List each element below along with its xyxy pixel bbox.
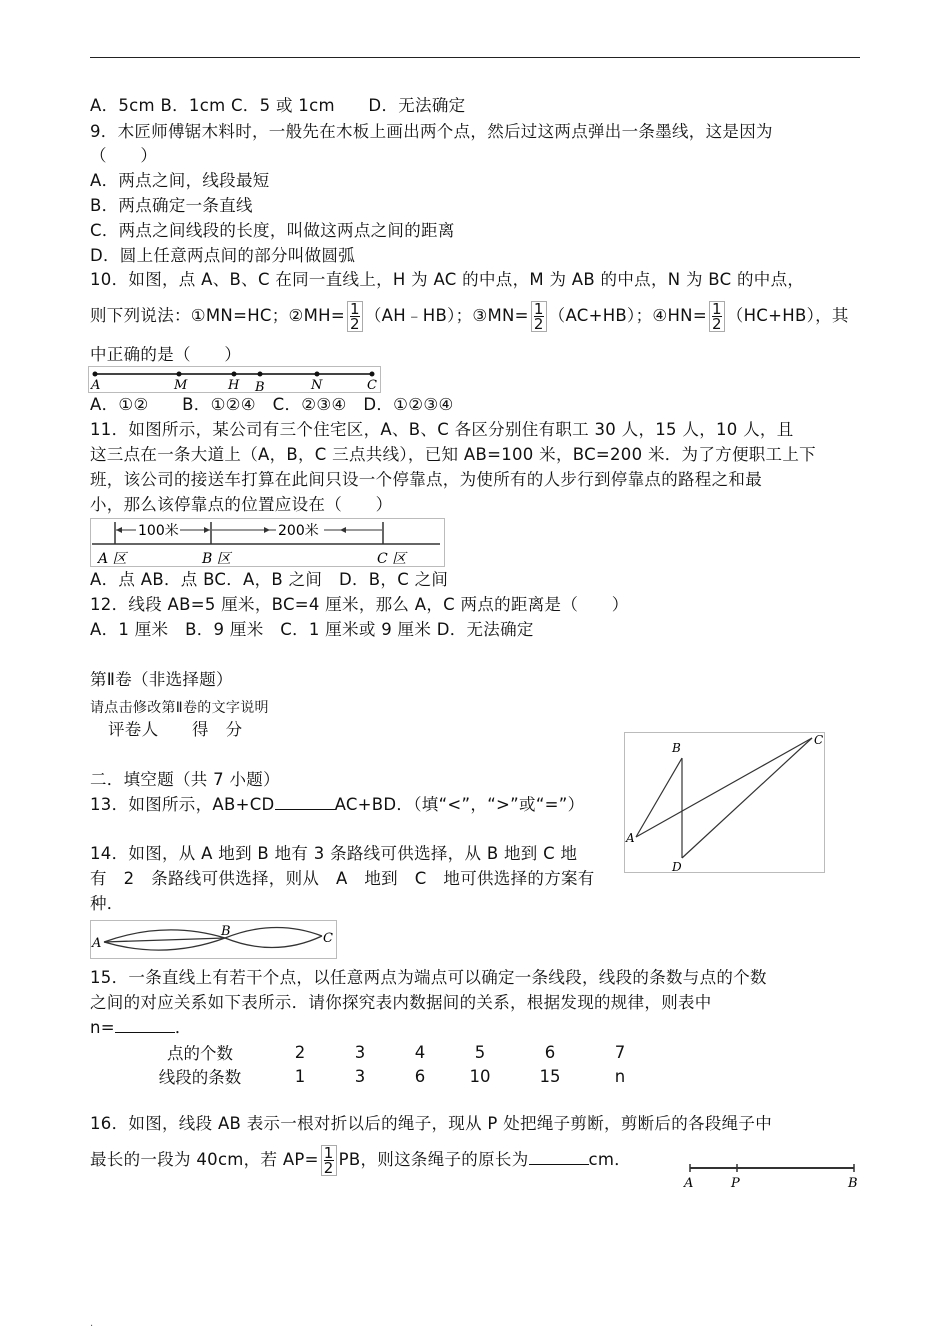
- q16-text-a: 最长的一段为 40cm，若 AP=: [90, 1150, 319, 1169]
- table-cell: 3: [354, 1042, 366, 1062]
- fraction: [531, 301, 547, 332]
- point-m: [177, 372, 182, 377]
- route-bc-2: [225, 936, 322, 948]
- q13-line: [90, 793, 584, 817]
- label-b-zone: B 区: [202, 551, 231, 567]
- label-a: A: [684, 1176, 694, 1191]
- arrow-bc-mid: [264, 527, 270, 533]
- q16-text-b: PB，则这条绳子的原长为: [338, 1150, 529, 1169]
- q13-text-a: 13．如图所示，AB+CD: [90, 795, 275, 814]
- q15-line1: 15．一条直线上有若干个点，以任意两点为端点可以确定一条线段，线段的条数与点的个数: [90, 968, 767, 987]
- label-d: D: [672, 860, 682, 874]
- q16-line2: [90, 1145, 631, 1176]
- table-cell: 5: [474, 1042, 486, 1062]
- label-200: 200米: [278, 523, 319, 539]
- table-cell: 10: [469, 1066, 491, 1086]
- table-cell: 6: [414, 1066, 426, 1086]
- scorer-row: 评卷人 得 分: [108, 720, 243, 739]
- table-cell: 2: [294, 1042, 306, 1062]
- q12-stem: 12．线段 AB=5 厘米，BC=4 厘米，那么 A，C 两点的距离是（ ）: [90, 595, 629, 614]
- table-cell: 15: [539, 1066, 561, 1086]
- frac-den: 2: [711, 315, 722, 333]
- q14-figure: [90, 920, 338, 960]
- label-c: C: [323, 931, 333, 946]
- label-c-zone: C 区: [377, 551, 407, 567]
- row-label: 线段的条数: [158, 1068, 242, 1087]
- label-b: B: [672, 741, 681, 755]
- table-row: [130, 1064, 650, 1088]
- table-row: [130, 1040, 650, 1064]
- q12-options: A．1 厘米 B．9 厘米 C．1 厘米或 9 厘米 D．无法确定: [90, 620, 534, 639]
- table-cell: n: [614, 1066, 626, 1086]
- answer-blank[interactable]: [115, 1016, 175, 1033]
- label-a: A: [626, 831, 635, 845]
- table-cell: 6: [544, 1042, 556, 1062]
- q9-option-c: C．两点之间线段的长度，叫做这两点之间的距离: [90, 221, 455, 240]
- label-n: N: [311, 378, 323, 393]
- points-segments-table: [130, 1040, 650, 1088]
- segment-dc: [682, 738, 812, 858]
- footer-dot: .: [90, 1318, 94, 1329]
- fraction: [709, 301, 725, 332]
- q16-line1: 16．如图，线段 AB 表示一根对折以后的绳子，现从 P 处把绳子剪断，剪断后的各段绳子中: [90, 1114, 773, 1133]
- q11-figure: [90, 518, 446, 568]
- label-a: A: [92, 936, 102, 951]
- answer-blank[interactable]: [275, 793, 335, 810]
- q9-option-a: A．两点之间，线段最短: [90, 171, 270, 190]
- route-ab-2: [104, 938, 225, 942]
- q14-line3: 种．: [90, 894, 124, 913]
- label-a-zone: A 区: [98, 551, 127, 567]
- frac-den: 2: [323, 1159, 334, 1177]
- table-cell: 4: [414, 1042, 426, 1062]
- part2-note: 请点击修改第Ⅱ卷的文字说明: [90, 700, 269, 716]
- frac-num: 1: [711, 300, 722, 318]
- frac-num: 1: [350, 300, 360, 318]
- frac-num: 1: [323, 1144, 334, 1162]
- segment-ac: [636, 738, 812, 837]
- q10-text-a: 则下列说法：①MN=HC；②MH=: [90, 306, 345, 325]
- q14-line2: 有 2 条路线可供选择，则从 A 地到 C 地可供选择的方案有: [90, 869, 595, 888]
- q11-line1: 11．如图所示，某公司有三个住宅区，A、B、C 各区分别住有职工 30 人，15 人，10 人，且: [90, 420, 794, 439]
- segment-ab: [636, 758, 682, 837]
- part2-title: 第Ⅱ卷（非选择题）: [90, 670, 233, 689]
- q11-options: A．点 AB．点 BC．A，B 之间 D．B，C 之间: [90, 570, 449, 589]
- q11-line4: 小，那么该停靠点的位置应设在（ ）: [90, 495, 393, 514]
- q16-text-c: cm．: [588, 1150, 632, 1169]
- q10-line1: 10．如图，点 A、B、C 在同一直线上，H 为 AC 的中点，M 为 AB 的中点，N 为 BC 的中点，: [90, 270, 805, 289]
- table-cell: 1: [294, 1066, 306, 1086]
- route-bc-1: [225, 927, 322, 938]
- label-b: B: [255, 380, 265, 394]
- q10-options: A．①② B．①②④ C．②③④ D．①②③④: [90, 395, 454, 414]
- label-p: P: [731, 1176, 740, 1191]
- point-b: [258, 372, 263, 377]
- q13-figure: [624, 732, 826, 874]
- q10-text-b: （AH﹣HB）；③MN=: [364, 306, 529, 325]
- arrow-bc-end: [340, 527, 346, 533]
- q10-text-c: （AC+HB）；④HN=: [548, 306, 707, 325]
- q11-line3: 班，该公司的接送车打算在此间只设一个停靠点，为使所有的人步行到停靠点的路程之和最: [90, 470, 762, 489]
- q10-figure: [88, 366, 383, 394]
- q15-line2: 之间的对应关系如下表所示．请你探究表内数据间的关系，根据发现的规律，则表中: [90, 993, 712, 1012]
- point-a: [93, 372, 98, 377]
- q9-option-d: D．圆上任意两点间的部分叫做圆弧: [90, 246, 356, 265]
- point-n: [315, 372, 320, 377]
- point-h: [232, 372, 237, 377]
- q9-stem: 9．木匠师傅锯木料时，一般先在木板上画出两个点，然后过这两点弹出一条墨线，这是因为: [90, 122, 773, 141]
- answer-blank[interactable]: [529, 1148, 589, 1165]
- q13-text-b: AC+BD．（填“<”，“>”或“=”）: [334, 795, 585, 814]
- arrow-right-ab: [204, 527, 210, 533]
- q10-line3: 中正确的是（ ）: [90, 345, 242, 364]
- label-m: M: [174, 378, 188, 393]
- figure-frame: [91, 921, 337, 959]
- label-b: B: [848, 1176, 858, 1191]
- q10-text-d: （HC+HB），其: [726, 306, 849, 325]
- fraction: [321, 1145, 337, 1176]
- q15-text-b: ．: [174, 1018, 192, 1037]
- label-100: 100米: [138, 523, 179, 539]
- header-rule: [90, 57, 860, 58]
- table-cell: 7: [614, 1042, 626, 1062]
- q15-text-a: n=: [90, 1018, 115, 1037]
- label-b: B: [221, 924, 231, 939]
- label-h: H: [228, 378, 240, 393]
- frac-den: 2: [533, 315, 544, 333]
- q9-paren: （ ）: [90, 146, 158, 165]
- section-title: 二．填空题（共 7 小题）: [90, 770, 280, 789]
- fraction: [347, 301, 363, 332]
- q11-line2: 这三点在一条大道上（A，B，C 三点共线），已知 AB=100 米，BC=200 米．为了方便职工上下: [90, 445, 816, 464]
- q16-figure: [682, 1162, 862, 1192]
- table-cell: 3: [354, 1066, 366, 1086]
- q9-option-b: B．两点确定一条直线: [90, 196, 253, 215]
- frac-num: 1: [533, 300, 544, 318]
- point-c: [370, 372, 375, 377]
- row-label: 点的个数: [167, 1044, 233, 1063]
- q8-options: A．5cm B．1cm C．5 或 1cm D．无法确定: [90, 96, 466, 115]
- q14-line1: 14．如图，从 A 地到 B 地有 3 条路线可供选择，从 B 地到 C 地: [90, 844, 578, 863]
- label-c: C: [814, 733, 824, 747]
- label-c: C: [367, 378, 377, 393]
- q15-line3: [90, 1016, 192, 1040]
- frac-den: 2: [350, 315, 360, 333]
- label-a: A: [91, 378, 101, 393]
- arrow-left-ab: [116, 527, 122, 533]
- q10-line2: [90, 301, 849, 332]
